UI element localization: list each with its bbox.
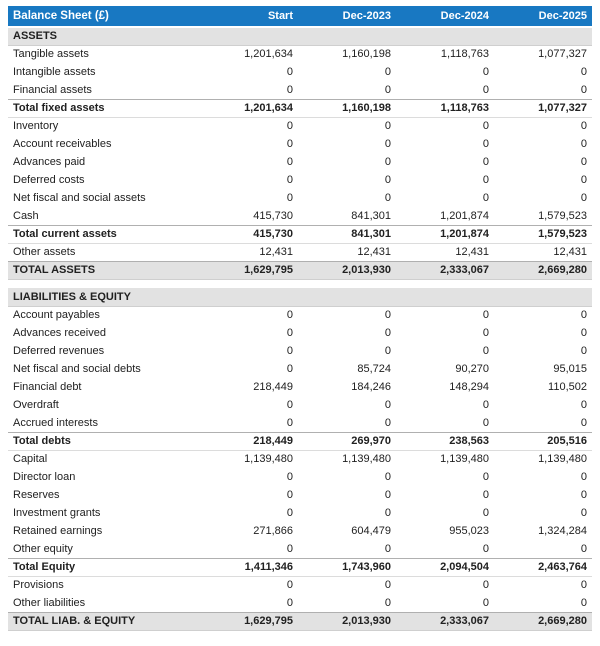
row-value: 1,201,634 xyxy=(244,48,293,61)
row-value: 0 xyxy=(286,542,293,555)
row-value: 0 xyxy=(286,156,293,168)
row-value: 0 xyxy=(580,489,587,501)
row-value: 1,077,327 xyxy=(538,48,587,61)
row-value: 12,431 xyxy=(553,246,587,258)
row-value: 1,629,795 xyxy=(200,261,298,279)
row-value: 1,201,634 xyxy=(200,99,298,117)
column-header-dec-2024: Dec-2024 xyxy=(396,6,494,27)
row-value: 0 xyxy=(286,596,293,609)
table-header-row xyxy=(8,6,592,27)
row-value: 0 xyxy=(286,327,293,339)
row-value: 0 xyxy=(580,471,587,483)
row-value: 0 xyxy=(384,138,391,150)
row-value: 1,579,523 xyxy=(494,225,592,243)
row-value: 1,139,480 xyxy=(244,453,293,466)
row-value: 2,669,280 xyxy=(494,612,592,630)
row-value: 2,333,067 xyxy=(396,612,494,630)
row-label: TOTAL ASSETS xyxy=(8,261,200,279)
row-label: Tangible assets xyxy=(13,48,89,61)
row-value: 0 xyxy=(580,309,587,322)
row-value: 2,463,764 xyxy=(494,558,592,576)
section-spacer xyxy=(8,279,592,288)
row-value: 12,431 xyxy=(455,246,489,258)
row-value: 0 xyxy=(286,489,293,501)
row-value: 1,139,480 xyxy=(440,453,489,466)
row-value: 0 xyxy=(384,83,391,96)
row-value: 0 xyxy=(384,471,391,483)
row-value: 0 xyxy=(286,66,293,78)
row-label: Director loan xyxy=(13,471,76,483)
table-row xyxy=(8,486,592,504)
table-row xyxy=(8,81,592,99)
row-label: Cash xyxy=(13,209,39,222)
row-value: 0 xyxy=(482,192,489,204)
section-spacer-cell xyxy=(8,279,592,288)
row-value: 0 xyxy=(482,83,489,96)
row-value: 0 xyxy=(482,416,489,429)
row-value: 2,333,067 xyxy=(396,261,494,279)
table-row xyxy=(8,63,592,81)
row-value: 0 xyxy=(482,309,489,322)
row-value: 0 xyxy=(286,507,293,519)
row-value: 1,118,763 xyxy=(440,48,489,61)
row-label: Total fixed assets xyxy=(8,99,200,117)
row-value: 218,449 xyxy=(200,432,298,450)
row-value: 110,502 xyxy=(548,381,587,393)
table-row xyxy=(8,207,592,225)
row-label: Inventory xyxy=(13,120,59,133)
row-value: 0 xyxy=(286,309,293,322)
row-value: 0 xyxy=(482,579,489,592)
row-label: Account receivables xyxy=(13,138,112,150)
table-row xyxy=(8,522,592,540)
row-value: 0 xyxy=(580,120,587,133)
row-value: 0 xyxy=(482,596,489,609)
table-row xyxy=(8,558,592,576)
row-value: 1,629,795 xyxy=(200,612,298,630)
table-row xyxy=(8,324,592,342)
row-value: 0 xyxy=(482,399,489,411)
row-label: Total current assets xyxy=(8,225,200,243)
table-row xyxy=(8,261,592,279)
table-row xyxy=(8,468,592,486)
row-value: 0 xyxy=(384,416,391,429)
row-value: 0 xyxy=(580,192,587,204)
row-value: 0 xyxy=(482,489,489,501)
row-value: 0 xyxy=(286,363,293,375)
row-value: 415,730 xyxy=(253,209,293,222)
row-label: Accrued interests xyxy=(13,416,98,429)
table-row xyxy=(8,189,592,207)
row-value: 0 xyxy=(482,345,489,357)
row-value: 0 xyxy=(580,596,587,609)
row-value: 1,118,763 xyxy=(396,99,494,117)
table-row xyxy=(8,432,592,450)
row-value: 0 xyxy=(580,345,587,357)
row-label: Financial assets xyxy=(13,83,92,96)
row-value: 0 xyxy=(384,309,391,322)
row-value: 1,743,960 xyxy=(298,558,396,576)
row-label: Capital xyxy=(13,453,48,466)
row-value: 0 xyxy=(482,138,489,150)
row-value: 1,139,480 xyxy=(538,453,587,466)
row-value: 0 xyxy=(384,327,391,339)
row-value: 0 xyxy=(286,416,293,429)
row-value: 0 xyxy=(286,83,293,96)
row-value: 0 xyxy=(482,156,489,168)
row-value: 95,015 xyxy=(553,363,587,375)
row-value: 1,411,346 xyxy=(200,558,298,576)
row-label: Retained earnings xyxy=(13,525,103,537)
row-value: 0 xyxy=(286,471,293,483)
row-value: 0 xyxy=(580,416,587,429)
row-value: 0 xyxy=(580,156,587,168)
row-label: Net fiscal and social debts xyxy=(13,363,141,375)
row-value: 0 xyxy=(580,399,587,411)
row-value: 1,160,198 xyxy=(298,99,396,117)
table-row xyxy=(8,378,592,396)
section-header-row xyxy=(8,288,592,306)
row-value: 1,201,874 xyxy=(440,209,489,222)
section-label: ASSETS xyxy=(8,27,592,45)
row-value: 0 xyxy=(580,138,587,150)
row-label: Provisions xyxy=(13,579,64,592)
section-label: LIABILITIES & EQUITY xyxy=(8,288,592,306)
row-value: 205,516 xyxy=(494,432,592,450)
row-label: Deferred costs xyxy=(13,174,85,186)
row-value: 0 xyxy=(482,66,489,78)
row-value: 1,324,284 xyxy=(538,525,587,537)
row-value: 12,431 xyxy=(259,246,293,258)
table-row xyxy=(8,135,592,153)
row-label: Financial debt xyxy=(13,381,82,393)
row-value: 184,246 xyxy=(351,381,391,393)
row-value: 0 xyxy=(384,174,391,186)
row-value: 90,270 xyxy=(455,363,489,375)
row-value: 0 xyxy=(286,120,293,133)
row-value: 0 xyxy=(482,174,489,186)
row-label: Other equity xyxy=(13,542,73,555)
row-label: Deferred revenues xyxy=(13,345,105,357)
row-value: 0 xyxy=(482,327,489,339)
table-row xyxy=(8,576,592,594)
row-value: 0 xyxy=(580,174,587,186)
row-value: 85,724 xyxy=(357,363,391,375)
row-value: 0 xyxy=(384,66,391,78)
row-value: 12,431 xyxy=(357,246,391,258)
row-label: Investment grants xyxy=(13,507,101,519)
row-value: 0 xyxy=(286,399,293,411)
balance-sheet-table xyxy=(8,6,592,631)
table-row xyxy=(8,99,592,117)
row-label: Other liabilities xyxy=(13,596,86,609)
row-label: Reserves xyxy=(13,489,60,501)
row-value: 218,449 xyxy=(253,381,293,393)
row-value: 2,013,930 xyxy=(298,612,396,630)
row-value: 0 xyxy=(482,507,489,519)
row-value: 0 xyxy=(286,192,293,204)
balance-sheet-body xyxy=(8,27,592,630)
table-row xyxy=(8,45,592,63)
table-row xyxy=(8,171,592,189)
row-value: 1,201,874 xyxy=(396,225,494,243)
column-header-dec-2023: Dec-2023 xyxy=(298,6,396,27)
row-label: Intangible assets xyxy=(13,66,96,78)
row-label: Advances paid xyxy=(13,156,86,168)
table-row xyxy=(8,342,592,360)
row-value: 0 xyxy=(384,399,391,411)
table-row xyxy=(8,306,592,324)
row-label: Total debts xyxy=(8,432,200,450)
row-value: 841,301 xyxy=(298,225,396,243)
row-value: 0 xyxy=(482,120,489,133)
row-value: 2,669,280 xyxy=(494,261,592,279)
row-value: 0 xyxy=(384,542,391,555)
row-value: 0 xyxy=(580,83,587,96)
table-row xyxy=(8,153,592,171)
table-row xyxy=(8,243,592,261)
column-header-dec-2025: Dec-2025 xyxy=(494,6,592,27)
row-value: 0 xyxy=(580,66,587,78)
row-value: 841,301 xyxy=(351,209,391,222)
column-header-start: Start xyxy=(200,6,298,27)
row-value: 2,094,504 xyxy=(396,558,494,576)
row-value: 0 xyxy=(384,120,391,133)
row-value: 0 xyxy=(482,471,489,483)
table-row xyxy=(8,612,592,630)
row-value: 0 xyxy=(384,156,391,168)
table-title: Balance Sheet (£) xyxy=(8,6,200,27)
row-label: Overdraft xyxy=(13,399,59,411)
row-value: 1,579,523 xyxy=(538,209,587,222)
row-label: TOTAL LIAB. & EQUITY xyxy=(8,612,200,630)
table-row xyxy=(8,450,592,468)
row-value: 0 xyxy=(384,507,391,519)
row-value: 0 xyxy=(580,507,587,519)
row-value: 271,866 xyxy=(253,525,293,537)
row-value: 1,139,480 xyxy=(342,453,391,466)
row-value: 2,013,930 xyxy=(298,261,396,279)
row-value: 1,160,198 xyxy=(342,48,391,61)
row-value: 269,970 xyxy=(298,432,396,450)
table-row xyxy=(8,360,592,378)
row-value: 415,730 xyxy=(200,225,298,243)
row-value: 148,294 xyxy=(449,381,489,393)
row-label: Total Equity xyxy=(8,558,200,576)
row-value: 0 xyxy=(384,579,391,592)
row-value: 0 xyxy=(384,596,391,609)
table-row xyxy=(8,117,592,135)
row-value: 0 xyxy=(286,345,293,357)
row-value: 955,023 xyxy=(449,525,489,537)
row-value: 1,077,327 xyxy=(494,99,592,117)
table-row xyxy=(8,225,592,243)
row-value: 0 xyxy=(580,542,587,555)
table-row xyxy=(8,414,592,432)
row-value: 604,479 xyxy=(351,525,391,537)
row-value: 0 xyxy=(482,542,489,555)
row-value: 0 xyxy=(286,174,293,186)
row-value: 0 xyxy=(580,327,587,339)
section-header-row xyxy=(8,27,592,45)
row-label: Advances received xyxy=(13,327,106,339)
row-value: 0 xyxy=(580,579,587,592)
row-value: 0 xyxy=(286,138,293,150)
table-row xyxy=(8,504,592,522)
row-value: 0 xyxy=(384,345,391,357)
row-value: 238,563 xyxy=(396,432,494,450)
row-value: 0 xyxy=(384,192,391,204)
table-row xyxy=(8,540,592,558)
row-label: Other assets xyxy=(13,246,76,258)
table-row xyxy=(8,594,592,612)
row-label: Net fiscal and social assets xyxy=(13,192,146,204)
table-row xyxy=(8,396,592,414)
row-label: Account payables xyxy=(13,309,100,322)
row-value: 0 xyxy=(286,579,293,592)
row-value: 0 xyxy=(384,489,391,501)
